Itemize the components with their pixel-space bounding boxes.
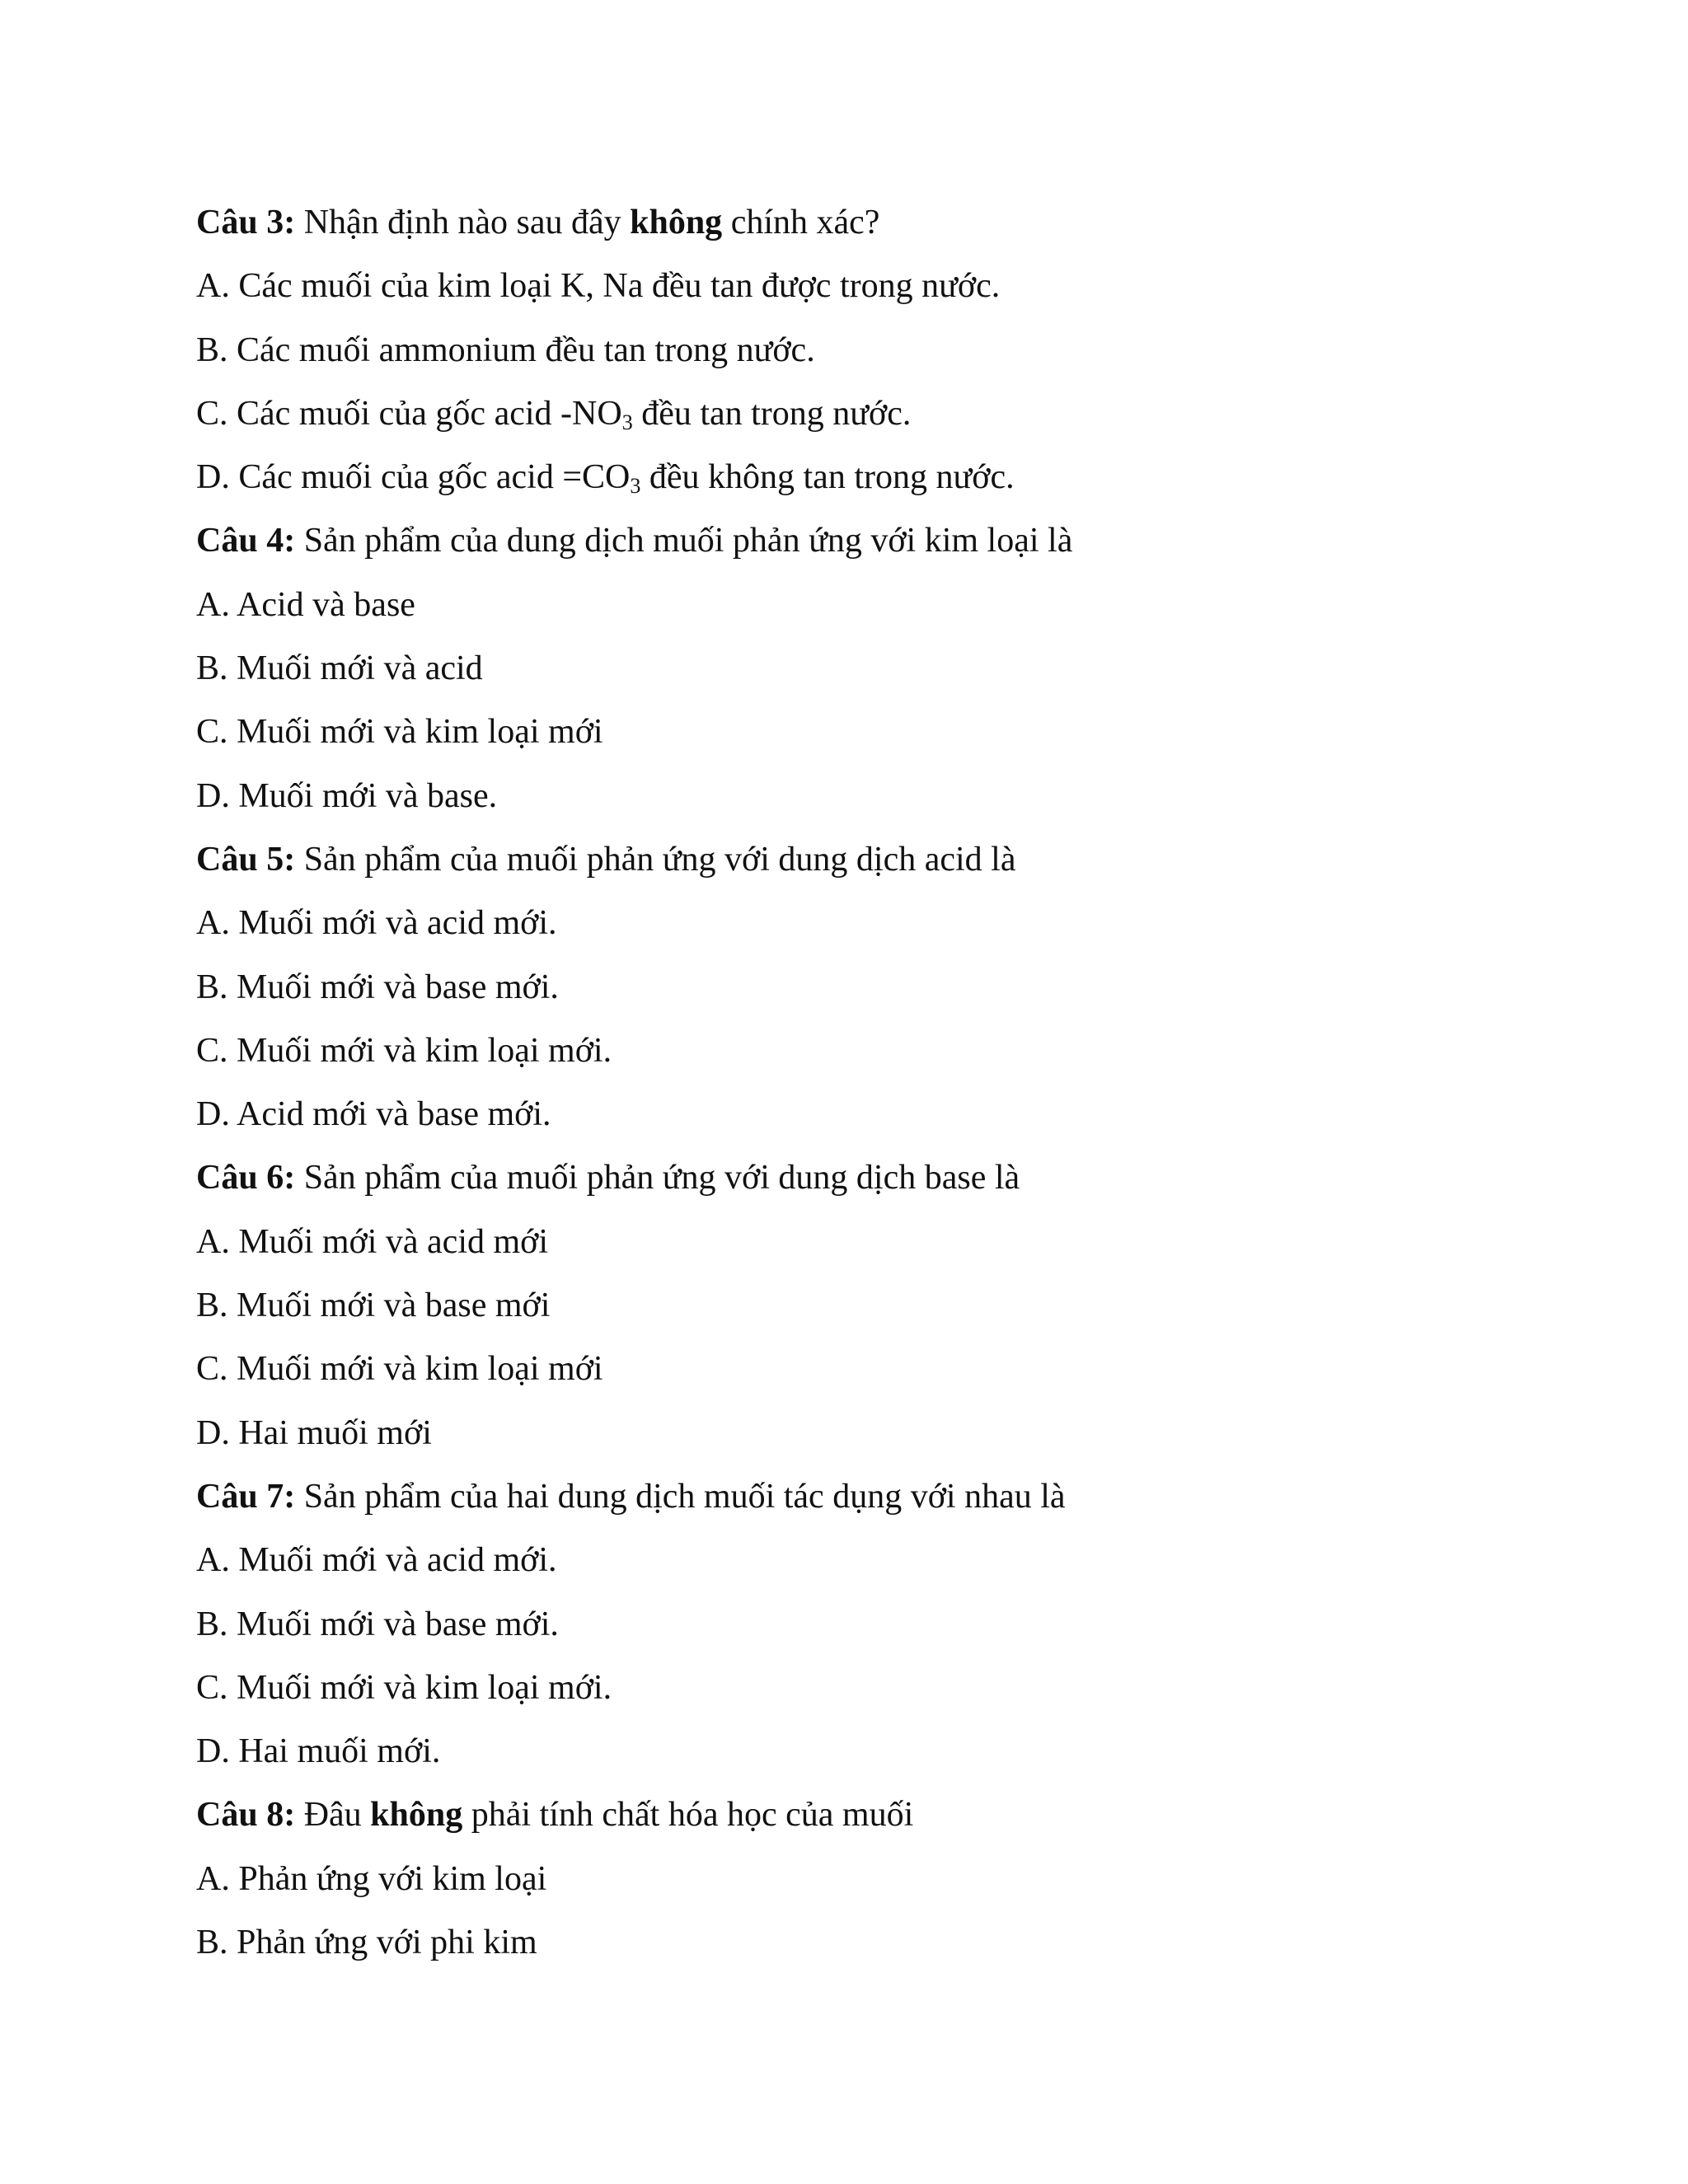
question-label: Câu 8:	[196, 1796, 296, 1835]
question-7-stem	[196, 1465, 1548, 1529]
subscript: 3	[621, 410, 633, 434]
question-4-option-a: A. Acid và base	[196, 585, 415, 624]
question-6-option-b: B. Muối mới và base mới	[196, 1286, 551, 1325]
question-4-option-d: D. Muối mới và base.	[196, 776, 498, 815]
question-3-option-a: A. Các muối của kim loại K, Na đều tan được trong nước.	[196, 267, 1001, 306]
stem-text: chính xác?	[722, 204, 880, 241]
question-7-option-c: C. Muối mới và kim loại mới.	[196, 1668, 612, 1707]
question-7-option-a: A. Muối mới và acid mới.	[196, 1541, 557, 1580]
question-5-option-b: B. Muối mới và base mới.	[196, 968, 559, 1006]
stem-text: Sản phẩm của hai dung dịch muối tác dụng với nhau là	[295, 1477, 1066, 1516]
question-3-option-d	[196, 446, 1548, 509]
question-5-stem	[196, 828, 1548, 892]
question-5-option-a: A. Muối mới và acid mới.	[196, 904, 557, 943]
question-6-option-a: A. Muối mới và acid mới	[196, 1222, 549, 1261]
question-6-option-d: D. Hai muối mới	[196, 1413, 432, 1452]
stem-text: Đâu	[295, 1796, 371, 1835]
stem-text: phải tính chất hóa học của muối	[462, 1796, 914, 1835]
question-label: Câu 5:	[196, 840, 296, 879]
option-text: C. Các muối của gốc acid -NO	[196, 394, 622, 433]
question-label: Câu 3:	[196, 204, 296, 241]
question-8-option-b: B. Phản ứng với phi kim	[196, 1924, 537, 1962]
question-5-option-c: C. Muối mới và kim loại mới.	[196, 1031, 612, 1070]
question-label: Câu 4:	[196, 522, 296, 560]
question-6-stem	[196, 1146, 1548, 1210]
stem-emphasis: không	[370, 1796, 463, 1835]
question-5-option-d: D. Acid mới và base mới.	[196, 1095, 551, 1134]
subscript: 3	[630, 474, 641, 499]
stem-text: Sản phẩm của muối phản ứng với dung dịch acid là	[295, 840, 1016, 879]
question-8-option-a: A. Phản ứng với kim loại	[196, 1859, 547, 1898]
option-text: đều không tan trong nước.	[640, 458, 1015, 497]
question-3-option-b: B. Các muối ammonium đều tan trong nước.	[196, 330, 815, 369]
question-4-option-b: B. Muối mới và acid	[196, 649, 483, 688]
question-label: Câu 6:	[196, 1159, 296, 1197]
question-3-stem	[196, 191, 1548, 255]
question-label: Câu 7:	[196, 1477, 296, 1516]
stem-text: Nhận định nào sau đây	[295, 204, 631, 241]
question-8-stem	[196, 1783, 1548, 1847]
option-text: đều tan trong nước.	[632, 394, 912, 433]
worksheet-page	[196, 191, 1548, 1975]
question-6-option-c: C. Muối mới và kim loại mới	[196, 1350, 603, 1389]
stem-text: Sản phẩm của muối phản ứng với dung dịch base là	[295, 1159, 1020, 1197]
stem-emphasis: không	[630, 204, 723, 241]
question-4-option-c: C. Muối mới và kim loại mới	[196, 713, 603, 752]
question-7-option-b: B. Muối mới và base mới.	[196, 1605, 559, 1643]
stem-text: Sản phẩm của dung dịch muối phản ứng với kim loại là	[295, 522, 1073, 560]
option-text: D. Các muối của gốc acid =CO	[196, 458, 631, 497]
question-3-option-c	[196, 382, 1548, 446]
question-7-option-d: D. Hai muối mới.	[196, 1732, 441, 1771]
question-4-stem	[196, 509, 1548, 573]
